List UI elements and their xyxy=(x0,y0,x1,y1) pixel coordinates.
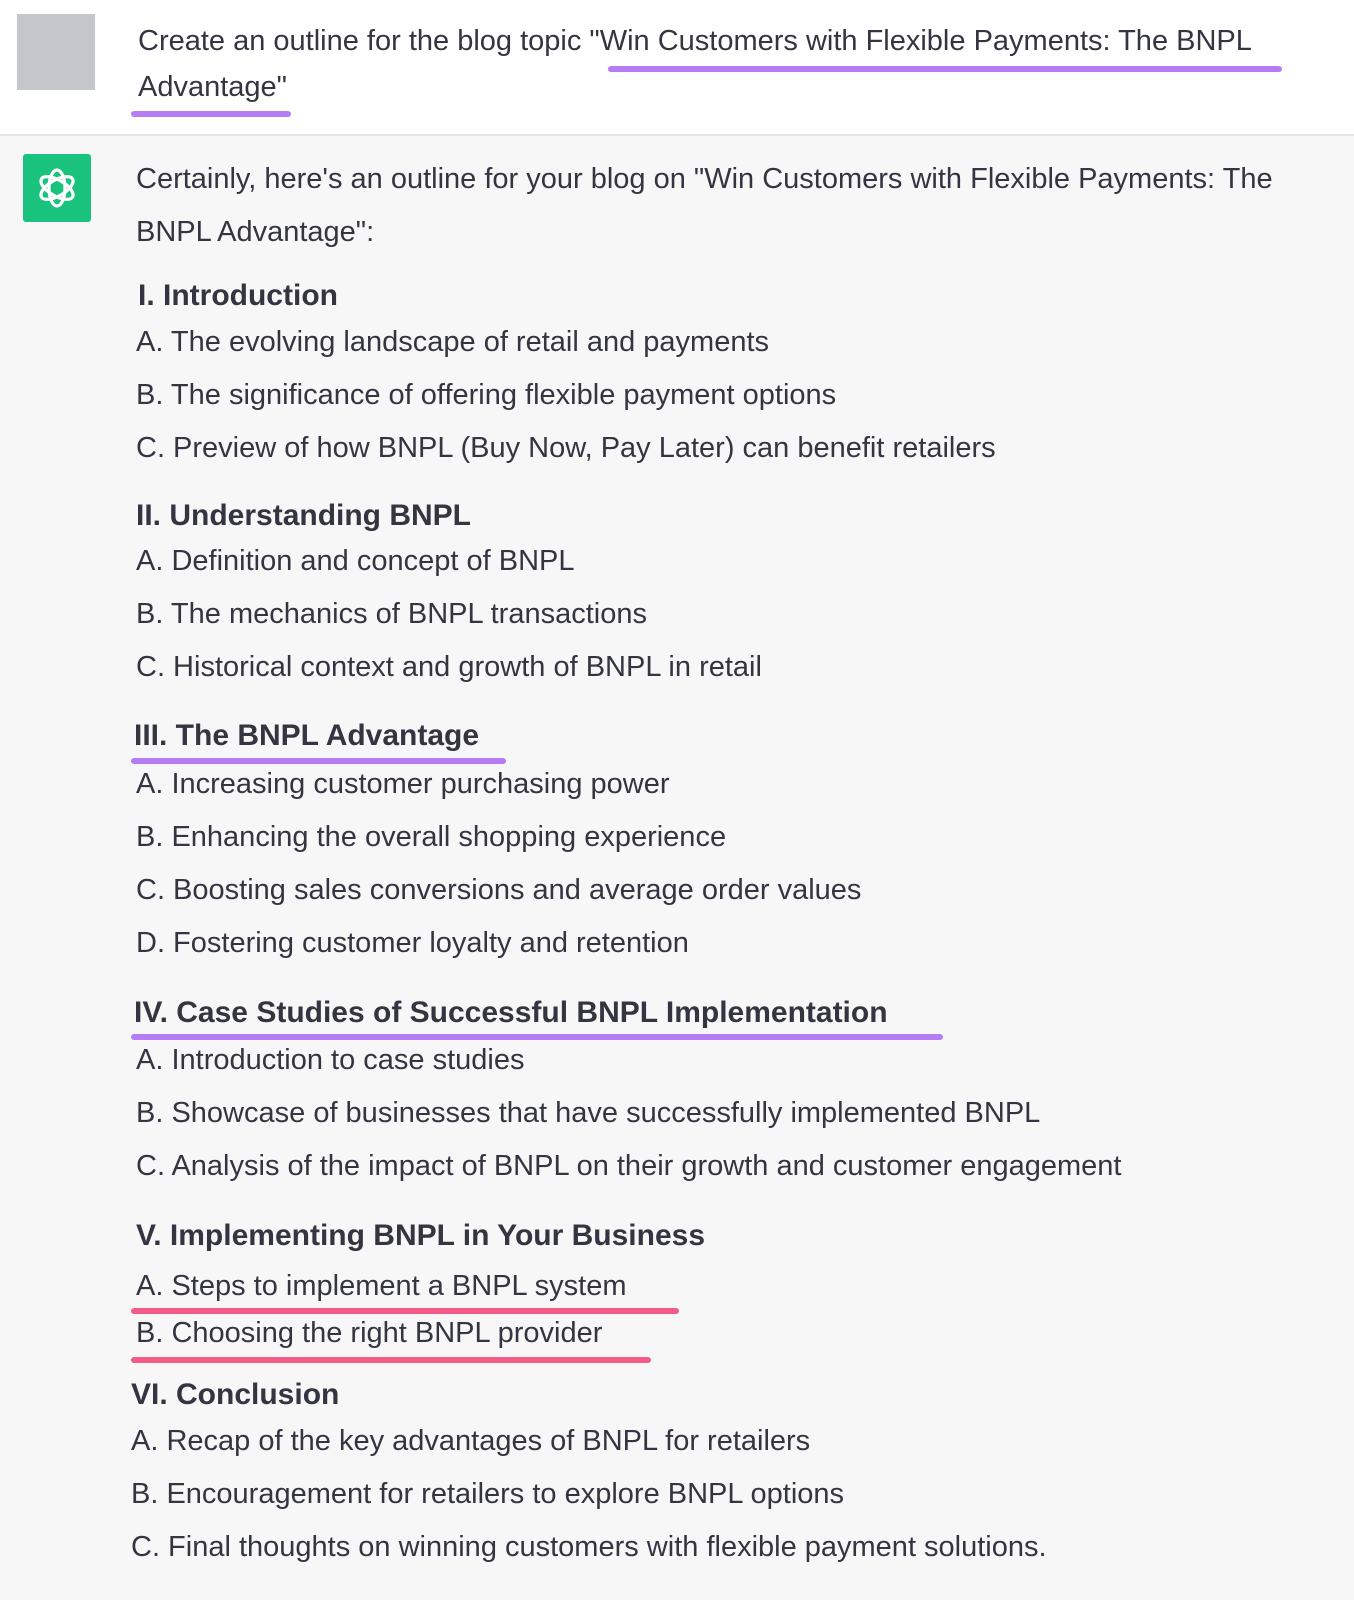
outline-item: A. Introduction to case studies xyxy=(136,1044,525,1076)
section-heading: IV. Case Studies of Successful BNPL Implementation xyxy=(134,996,888,1029)
section-heading: I. Introduction xyxy=(138,279,338,312)
section-heading: II. Understanding BNPL xyxy=(136,499,472,532)
user-avatar xyxy=(17,14,95,90)
outline-item: B. Enhancing the overall shopping experience xyxy=(136,821,727,853)
highlight-underline xyxy=(131,1308,679,1314)
outline-item: A. Definition and concept of BNPL xyxy=(136,545,575,577)
highlight-underline xyxy=(131,1034,943,1040)
assistant-intro-line: Certainly, here's an outline for your blog on "Win Customers with Flexible Payments: The xyxy=(136,163,1273,195)
user-message-block xyxy=(0,0,1354,136)
section-heading: V. Implementing BNPL in Your Business xyxy=(136,1219,706,1252)
outline-item: C. Boosting sales conversions and average order values xyxy=(136,874,862,906)
user-message-text: Create an outline for the blog topic "Win Customers with Flexible Payments: The BNPL Advantage" xyxy=(138,25,1251,103)
highlight-underline xyxy=(131,758,506,764)
outline-item: A. Increasing customer purchasing power xyxy=(136,768,670,800)
outline-item: A. Steps to implement a BNPL system xyxy=(136,1270,627,1302)
outline-item: B. The significance of offering flexible payment options xyxy=(136,379,837,411)
openai-logo-icon xyxy=(23,154,91,222)
section-heading: III. The BNPL Advantage xyxy=(134,719,480,752)
outline-item: C. Preview of how BNPL (Buy Now, Pay Later) can benefit retailers xyxy=(136,432,996,464)
outline-item: C. Final thoughts on winning customers with flexible payment solutions. xyxy=(131,1531,1047,1563)
outline-item: C. Analysis of the impact of BNPL on their growth and customer engagement xyxy=(136,1150,1122,1182)
outline-item: B. Choosing the right BNPL provider xyxy=(136,1317,603,1349)
outline-item: A. Recap of the key advantages of BNPL for retailers xyxy=(131,1425,811,1457)
highlight-underline xyxy=(608,66,1282,72)
outline-item: C. Historical context and growth of BNPL in retail xyxy=(136,651,762,683)
outline-item: B. The mechanics of BNPL transactions xyxy=(136,598,647,630)
section-heading: VI. Conclusion xyxy=(131,1378,340,1411)
highlight-underline xyxy=(131,111,291,117)
outline-item: A. The evolving landscape of retail and payments xyxy=(136,326,770,358)
outline-item: B. Showcase of businesses that have successfully implemented BNPL xyxy=(136,1097,1041,1129)
outline-item: D. Fostering customer loyalty and retention xyxy=(136,927,689,959)
assistant-intro-line: BNPL Advantage": xyxy=(136,216,375,248)
highlight-underline xyxy=(131,1357,651,1363)
outline-item: B. Encouragement for retailers to explore BNPL options xyxy=(131,1478,845,1510)
